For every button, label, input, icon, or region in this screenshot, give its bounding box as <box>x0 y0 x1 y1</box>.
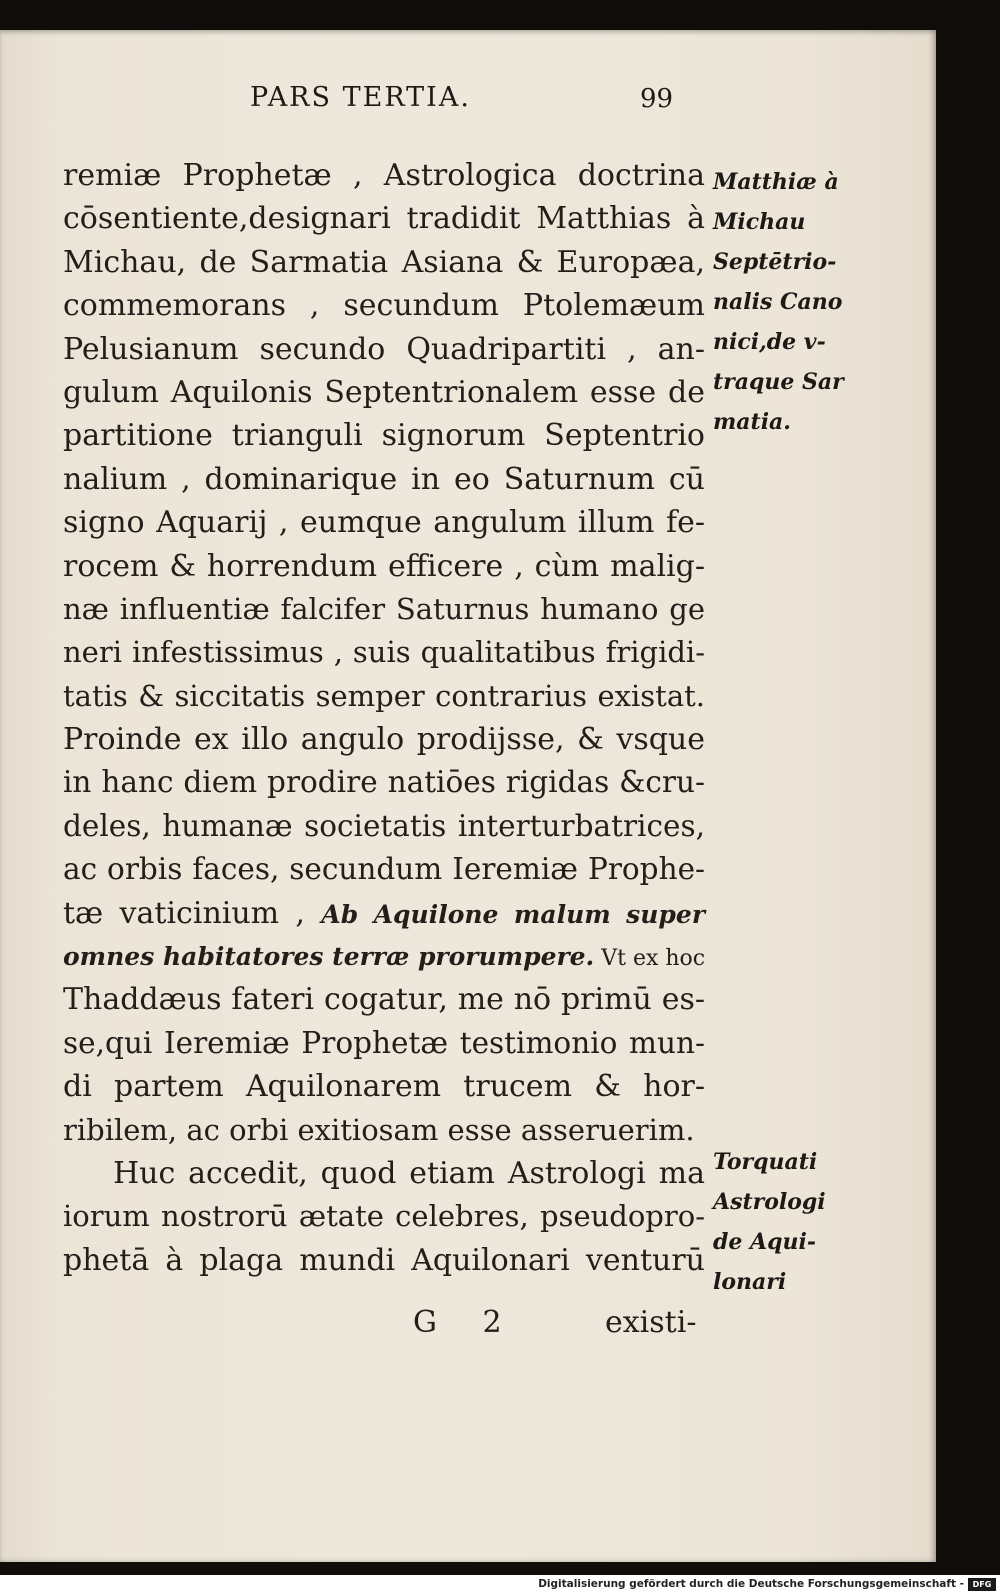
text-line: ribilem, ac orbi exitiosam esse asseruerim. <box>63 1112 695 1147</box>
text-line: nalium , dominarique in eo Saturnum cū <box>63 461 705 497</box>
biblical-quote-part-1: Ab Aquilone malum super <box>321 899 705 929</box>
text-line: næ influentiæ falcifer Saturnus humano ge <box>63 591 705 626</box>
page-header <box>0 82 936 126</box>
text-line: iorum nostrorū ætate celebres, pseudopro- <box>63 1199 705 1234</box>
text-line: Thaddæus fateri cogatur, me nō primū es- <box>63 982 705 1018</box>
running-head: PARS TERTIA. <box>250 82 471 113</box>
text-line: phetā à plaga mundi Aquilonari venturū <box>63 1242 705 1278</box>
page-number: 99 <box>640 84 674 114</box>
text-line: Pelusianum secundo Quadripartiti , an- <box>63 331 705 367</box>
paragraph-start-line: Huc accedit, quod etiam Astrologi ma <box>113 1155 705 1191</box>
text-line: tatis & siccitatis semper contrarius existat. <box>63 678 705 713</box>
text-line: di partem Aquilonarem trucem & hor- <box>63 1069 705 1105</box>
catchword: existi- <box>605 1305 697 1340</box>
text-line: commemorans , secundum Ptolemæum <box>63 288 705 324</box>
margin-note-line: nici,de v- <box>713 329 826 355</box>
page-foot <box>0 1305 936 1349</box>
text-line: se,qui Ieremiæ Prophetæ testimonio mun- <box>63 1025 705 1060</box>
margin-note-line: Astrologi <box>713 1189 826 1215</box>
margin-note-line: traque Sar <box>713 369 844 395</box>
text-line: neri infestissimus , suis qualitatibus frigidi- <box>63 635 705 670</box>
text-line-with-quote <box>63 935 705 978</box>
main-text-block <box>63 154 705 1282</box>
text-line-with-quote <box>63 892 705 935</box>
margin-note-line: nalis Cano <box>713 289 843 315</box>
text-line: remiæ Prophetæ , Astrologica doctrina <box>63 158 705 193</box>
margin-note-matthias <box>713 162 853 442</box>
text-line: partitione trianguli signorum Septentrio <box>63 418 705 454</box>
book-page <box>0 30 936 1562</box>
margin-note-line: de Aqui- <box>713 1229 816 1255</box>
text-line: Michau, de Sarmatia Asiana & Europæa, <box>63 244 705 280</box>
text-line: Proinde ex illo angulo prodijsse, & vsque <box>63 722 705 758</box>
margin-note-line: Torquati <box>713 1149 818 1175</box>
digitization-footer <box>0 1575 1000 1595</box>
margin-note-line: Septētrio- <box>713 249 837 275</box>
margin-note-line: lonari <box>713 1269 787 1295</box>
margin-note-line: Michau <box>713 209 806 235</box>
margin-note-line: Matthiæ à <box>713 169 839 195</box>
quote-continuation: Vt ex hoc <box>601 946 706 972</box>
text-line: signo Aquarij , eumque angulum illum fe- <box>63 505 705 541</box>
funding-credit: Digitalisierung gefördert durch die Deutsche Forschungsgemeinschaft - <box>538 1578 964 1590</box>
text-line: deles, humanæ societatis interturbatrices, <box>63 808 705 843</box>
quote-lead-in: tæ vaticinium , <box>63 895 305 931</box>
text-line: gulum Aquilonis Septentrionalem esse de <box>63 374 705 410</box>
text-line: cōsentiente,designari tradidit Matthias à <box>63 201 705 237</box>
signature-mark: G 2 <box>413 1305 520 1340</box>
margin-note-torquati <box>713 1142 853 1302</box>
text-line: in hanc diem prodire natiōes rigidas &cru- <box>63 765 705 800</box>
dfg-logo: DFG <box>968 1578 996 1591</box>
biblical-quote-part-2: omnes habitatores terræ prorumpere. <box>63 942 595 972</box>
text-line: rocem & horrendum efficere , cùm malig- <box>63 548 705 584</box>
margin-note-line: matia. <box>713 409 791 435</box>
text-line: ac orbis faces, secundum Ieremiæ Prophe- <box>63 852 705 887</box>
